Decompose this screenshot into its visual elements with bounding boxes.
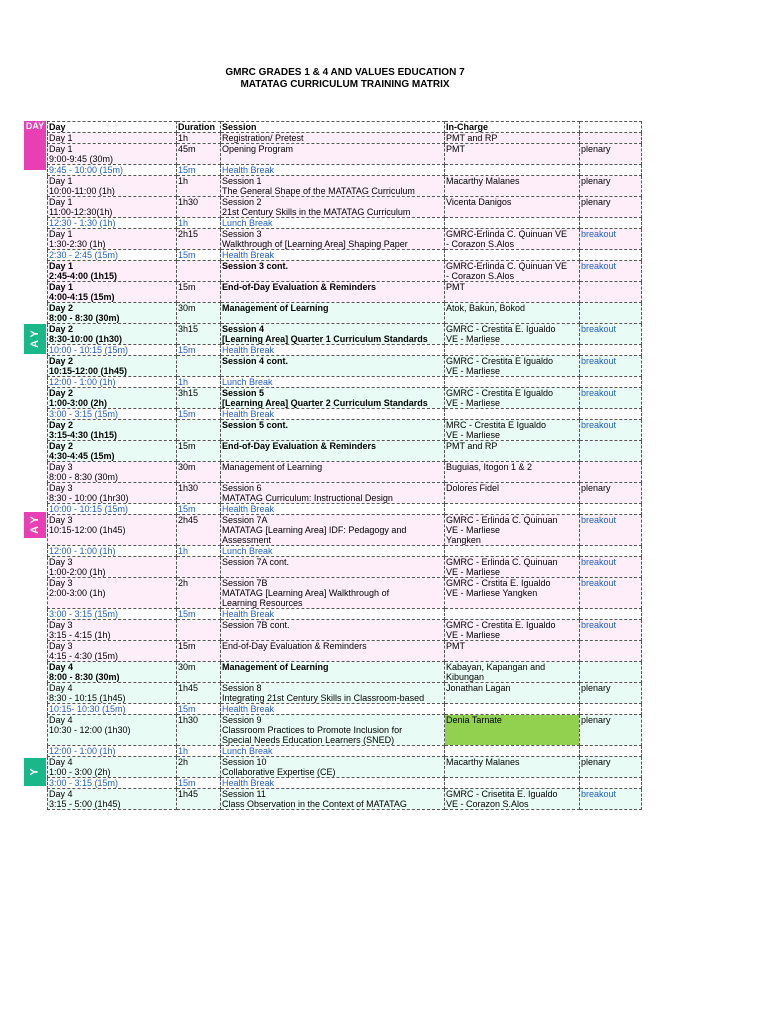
mode-cell: plenary bbox=[580, 483, 642, 504]
duration-cell: 2h bbox=[177, 578, 221, 609]
session-cell: Registration/ Pretest bbox=[221, 133, 445, 144]
session-cell: Health Break bbox=[221, 609, 445, 620]
day-time-cell: Day 2 1:00-3:00 (2h) bbox=[48, 388, 177, 409]
day-time-cell: 2:30 - 2:45 (15m) bbox=[48, 250, 177, 261]
duration-cell: 1h30 bbox=[177, 715, 221, 746]
session-cell: Management of Learning bbox=[221, 462, 445, 483]
in-charge-cell bbox=[445, 546, 580, 557]
mode-cell: breakout bbox=[580, 420, 642, 441]
duration-cell: 15m bbox=[177, 165, 221, 176]
in-charge-cell: Buguias, Itogon 1 & 2 bbox=[445, 462, 580, 483]
session-cell: Lunch Break bbox=[221, 746, 445, 757]
training-matrix-table bbox=[47, 121, 642, 810]
mode-cell: breakout bbox=[580, 388, 642, 409]
in-charge-cell bbox=[445, 377, 580, 388]
session-cell: Lunch Break bbox=[221, 218, 445, 229]
mode-cell bbox=[580, 778, 642, 789]
duration-cell: 15m bbox=[177, 345, 221, 356]
day-time-cell: Day 2 4:30-4:45 (15m) bbox=[48, 441, 177, 462]
day-band-2-label: A Y bbox=[28, 330, 41, 348]
mode-cell bbox=[580, 250, 642, 261]
day-band-3-label: A Y bbox=[28, 516, 41, 534]
duration-cell: 1h bbox=[177, 176, 221, 197]
mode-cell bbox=[580, 546, 642, 557]
mode-cell: breakout bbox=[580, 515, 642, 546]
in-charge-cell: GMRC - Crstita E. Igualdo VE - Marliese Yangken bbox=[445, 578, 580, 609]
session-cell: Session 7B MATATAG [Learning Area] Walkthrough of Learning Resources bbox=[221, 578, 445, 609]
day-band-1-label: DAY bbox=[25, 121, 45, 131]
day-time-cell: Day 2 10:15-12:00 (1h45) bbox=[48, 356, 177, 377]
session-cell: Health Break bbox=[221, 778, 445, 789]
duration-cell: 30m bbox=[177, 462, 221, 483]
day-time-cell: Day 3 8:00 - 8:30 (30m) bbox=[48, 462, 177, 483]
day-time-cell: 10:00 - 10:15 (15m) bbox=[48, 504, 177, 515]
mode-cell bbox=[580, 641, 642, 662]
session-cell: Session 5 [Learning Area] Quarter 2 Curriculum Standards bbox=[221, 388, 445, 409]
mode-cell bbox=[580, 609, 642, 620]
duration-cell: 1h30 bbox=[177, 197, 221, 218]
session-cell: Health Break bbox=[221, 504, 445, 515]
in-charge-cell: GMRC - Erlinda C. Quinuan VE - Marliese bbox=[445, 557, 580, 578]
session-cell: End-of-Day Evaluation & Reminders bbox=[221, 641, 445, 662]
mode-cell: breakout bbox=[580, 620, 642, 641]
duration-cell: 45m bbox=[177, 144, 221, 165]
duration-cell: 15m bbox=[177, 250, 221, 261]
table-row bbox=[48, 683, 642, 704]
mode-cell: breakout bbox=[580, 261, 642, 282]
in-charge-cell: PMT bbox=[445, 282, 580, 303]
session-cell: Session 10 Collaborative Expertise (CE) bbox=[221, 757, 445, 778]
day-time-cell: 9:45 - 10:00 (15m) bbox=[48, 165, 177, 176]
day-time-cell: 3:00 - 3:15 (15m) bbox=[48, 409, 177, 420]
in-charge-cell: PMT bbox=[445, 144, 580, 165]
mode-cell: breakout bbox=[580, 789, 642, 810]
duration-cell bbox=[177, 620, 221, 641]
in-charge-cell: GMRC-Erlinda C. Quinuan VE - Corazon S.Alos bbox=[445, 261, 580, 282]
session-cell: Lunch Break bbox=[221, 377, 445, 388]
mode-cell bbox=[580, 218, 642, 229]
duration-cell: 15m bbox=[177, 504, 221, 515]
in-charge-cell bbox=[445, 409, 580, 420]
mode-cell bbox=[580, 133, 642, 144]
table-row bbox=[48, 261, 642, 282]
duration-cell: 1h bbox=[177, 546, 221, 557]
mode-cell: breakout bbox=[580, 229, 642, 250]
break-row bbox=[48, 704, 642, 715]
break-row bbox=[48, 778, 642, 789]
in-charge-cell bbox=[445, 778, 580, 789]
table-row bbox=[48, 620, 642, 641]
table-row bbox=[48, 757, 642, 778]
table-header-row bbox=[48, 122, 642, 133]
table-row bbox=[48, 324, 642, 345]
session-cell: Session 3 cont. bbox=[221, 261, 445, 282]
mode-cell: plenary bbox=[580, 683, 642, 704]
mode-cell bbox=[580, 345, 642, 356]
in-charge-cell: Jonathan Lagan bbox=[445, 683, 580, 704]
break-row bbox=[48, 746, 642, 757]
session-cell: Session 5 cont. bbox=[221, 420, 445, 441]
day-time-cell: Day 1 10:00-11:00 (1h) bbox=[48, 176, 177, 197]
session-cell: Session 11 Class Observation in the Context of MATATAG bbox=[221, 789, 445, 810]
mode-cell bbox=[580, 662, 642, 683]
table-row bbox=[48, 176, 642, 197]
day-time-cell: Day 3 1:00-2:00 (1h) bbox=[48, 557, 177, 578]
day-time-cell: 12:00 - 1:00 (1h) bbox=[48, 746, 177, 757]
session-cell: Management of Learning bbox=[221, 662, 445, 683]
day-band-2 bbox=[24, 324, 46, 354]
table-row bbox=[48, 662, 642, 683]
mode-cell: plenary bbox=[580, 144, 642, 165]
in-charge-cell: PMT and RP bbox=[445, 441, 580, 462]
break-row bbox=[48, 165, 642, 176]
table-row bbox=[48, 420, 642, 441]
session-cell: Session 4 [Learning Area] Quarter 1 Curriculum Standards bbox=[221, 324, 445, 345]
table-row bbox=[48, 388, 642, 409]
break-row bbox=[48, 409, 642, 420]
day-time-cell: Day 3 8:30 - 10:00 (1hr30) bbox=[48, 483, 177, 504]
header-in-charge: In-Charge bbox=[445, 122, 580, 133]
mode-cell bbox=[580, 462, 642, 483]
header-session: Session bbox=[221, 122, 445, 133]
break-row bbox=[48, 218, 642, 229]
day-time-cell: Day 3 3:15 - 4:15 (1h) bbox=[48, 620, 177, 641]
duration-cell: 2h45 bbox=[177, 515, 221, 546]
session-cell: Health Break bbox=[221, 165, 445, 176]
in-charge-cell: GMRC - Crisetita E. Igualdo VE - Corazon S.Alos bbox=[445, 789, 580, 810]
day-time-cell: 12:00 - 1:00 (1h) bbox=[48, 546, 177, 557]
mode-cell bbox=[580, 504, 642, 515]
mode-cell bbox=[580, 377, 642, 388]
day-time-cell: Day 2 8:00 - 8:30 (30m) bbox=[48, 303, 177, 324]
day-time-cell: Day 2 8:30-10:00 (1h30) bbox=[48, 324, 177, 345]
duration-cell: 30m bbox=[177, 662, 221, 683]
mode-cell: plenary bbox=[580, 176, 642, 197]
session-cell: Session 1 The General Shape of the MATATAG Curriculum bbox=[221, 176, 445, 197]
session-cell: End-of-Day Evaluation & Reminders bbox=[221, 282, 445, 303]
session-cell: Session 4 cont. bbox=[221, 356, 445, 377]
duration-cell: 15m bbox=[177, 641, 221, 662]
in-charge-cell: Atok, Bakun, Bokod bbox=[445, 303, 580, 324]
duration-cell bbox=[177, 557, 221, 578]
in-charge-cell: PMT bbox=[445, 641, 580, 662]
in-charge-cell: GMRC - Crestita E Igualdo VE - Marliese bbox=[445, 356, 580, 377]
in-charge-cell: Kabayan, Kapangan and Kibungan bbox=[445, 662, 580, 683]
break-row bbox=[48, 250, 642, 261]
session-cell: Session 7B cont. bbox=[221, 620, 445, 641]
table-row bbox=[48, 578, 642, 609]
mode-cell bbox=[580, 165, 642, 176]
break-row bbox=[48, 546, 642, 557]
in-charge-cell bbox=[445, 165, 580, 176]
duration-cell: 1h bbox=[177, 218, 221, 229]
session-cell: Session 7A MATATAG [Learning Area] IDF: Pedagogy and Assessment bbox=[221, 515, 445, 546]
day-time-cell: 10:15- 10:30 (15m) bbox=[48, 704, 177, 715]
in-charge-cell: Macarthy Malanes bbox=[445, 757, 580, 778]
header-mode bbox=[580, 122, 642, 133]
header-day: Day bbox=[48, 122, 177, 133]
day-time-cell: Day 1 9:00-9:45 (30m) bbox=[48, 144, 177, 165]
in-charge-cell: Macarthy Malanes bbox=[445, 176, 580, 197]
document-title-line1: GMRC GRADES 1 & 4 AND VALUES EDUCATION 7 bbox=[225, 67, 465, 78]
break-row bbox=[48, 345, 642, 356]
day-time-cell: 12:30 - 1:30 (1h) bbox=[48, 218, 177, 229]
session-cell: End-of-Day Evaluation & Reminders bbox=[221, 441, 445, 462]
mode-cell: breakout bbox=[580, 324, 642, 345]
mode-cell: breakout bbox=[580, 578, 642, 609]
mode-cell: breakout bbox=[580, 356, 642, 377]
day-time-cell: Day 1 11:00-12:30(1h) bbox=[48, 197, 177, 218]
table-row bbox=[48, 282, 642, 303]
duration-cell: 15m bbox=[177, 609, 221, 620]
table-row bbox=[48, 789, 642, 810]
in-charge-cell bbox=[445, 250, 580, 261]
mode-cell: plenary bbox=[580, 197, 642, 218]
session-cell: Session 3 Walkthrough of [Learning Area] Shaping Paper bbox=[221, 229, 445, 250]
duration-cell: 3h15 bbox=[177, 388, 221, 409]
table-row bbox=[48, 356, 642, 377]
duration-cell: 1h45 bbox=[177, 789, 221, 810]
in-charge-cell: GMRC-Erlinda C. Quinuan VE - Corazon S.Alos bbox=[445, 229, 580, 250]
session-cell: Session 7A cont. bbox=[221, 557, 445, 578]
in-charge-cell bbox=[445, 704, 580, 715]
table-row bbox=[48, 229, 642, 250]
in-charge-cell: GMRC - Crestita E. Igualdo VE - Marliese bbox=[445, 620, 580, 641]
duration-cell: 15m bbox=[177, 409, 221, 420]
table-row bbox=[48, 197, 642, 218]
in-charge-cell bbox=[445, 504, 580, 515]
day-time-cell: Day 3 4:15 - 4:30 (15m) bbox=[48, 641, 177, 662]
day-time-cell: Day 4 10:30 - 12:00 (1h30) bbox=[48, 715, 177, 746]
header-duration: Duration bbox=[177, 122, 221, 133]
day-band-1 bbox=[24, 121, 46, 170]
day-time-cell: 3:00 - 3:15 (15m) bbox=[48, 778, 177, 789]
document-title-line2: MATATAG CURRICULUM TRAINING MATRIX bbox=[240, 79, 450, 90]
day-time-cell: Day 1 4:00-4:15 (15m) bbox=[48, 282, 177, 303]
session-cell: Health Break bbox=[221, 345, 445, 356]
duration-cell: 3h15 bbox=[177, 324, 221, 345]
duration-cell: 1h bbox=[177, 746, 221, 757]
duration-cell: 1h45 bbox=[177, 683, 221, 704]
day-time-cell: Day 1 bbox=[48, 133, 177, 144]
mode-cell bbox=[580, 704, 642, 715]
table-row bbox=[48, 441, 642, 462]
in-charge-cell bbox=[445, 345, 580, 356]
in-charge-cell: GMRC - Crestita E Igualdo VE - Marliese bbox=[445, 388, 580, 409]
session-cell: Session 9 Classroom Practices to Promote Inclusion for Special Needs Education Learners (SNED) bbox=[221, 715, 445, 746]
mode-cell bbox=[580, 746, 642, 757]
in-charge-cell bbox=[445, 218, 580, 229]
session-cell: Session 6 MATATAG Curriculum: Instructional Design bbox=[221, 483, 445, 504]
day-time-cell: Day 4 1:00 - 3:00 (2h) bbox=[48, 757, 177, 778]
duration-cell bbox=[177, 356, 221, 377]
table-row bbox=[48, 715, 642, 746]
in-charge-cell: PMT and RP bbox=[445, 133, 580, 144]
duration-cell: 15m bbox=[177, 282, 221, 303]
session-cell: Session 2 21st Century Skills in the MATATAG Curriculum bbox=[221, 197, 445, 218]
session-cell: Opening Program bbox=[221, 144, 445, 165]
table-row bbox=[48, 303, 642, 324]
session-cell: Health Break bbox=[221, 704, 445, 715]
session-cell: Health Break bbox=[221, 409, 445, 420]
day-time-cell: Day 1 1:30-2:30 (1h) bbox=[48, 229, 177, 250]
day-band-3 bbox=[24, 512, 46, 538]
in-charge-cell: Dolores Fidel bbox=[445, 483, 580, 504]
table-row bbox=[48, 144, 642, 165]
day-time-cell: Day 3 2:00-3:00 (1h) bbox=[48, 578, 177, 609]
mode-cell: plenary bbox=[580, 757, 642, 778]
duration-cell: 15m bbox=[177, 441, 221, 462]
table-row bbox=[48, 483, 642, 504]
in-charge-cell: GMRC - Crestita E. Igualdo VE - Marliese bbox=[445, 324, 580, 345]
day-time-cell: Day 4 3:15 - 5:00 (1h45) bbox=[48, 789, 177, 810]
day-time-cell: Day 2 3:15-4:30 (1h15) bbox=[48, 420, 177, 441]
duration-cell: 1h bbox=[177, 133, 221, 144]
session-cell: Management of Learning bbox=[221, 303, 445, 324]
duration-cell: 2h bbox=[177, 757, 221, 778]
duration-cell: 1h30 bbox=[177, 483, 221, 504]
break-row bbox=[48, 609, 642, 620]
day-time-cell: 12:00 - 1:00 (1h) bbox=[48, 377, 177, 388]
table-row bbox=[48, 462, 642, 483]
break-row bbox=[48, 504, 642, 515]
in-charge-cell: MRC - Crestita E Igualdo VE - Marliese bbox=[445, 420, 580, 441]
day-time-cell: Day 4 8:00 - 8:30 (30m) bbox=[48, 662, 177, 683]
in-charge-cell: GMRC - Erlinda C. Quinuan VE - Marliese Yangken bbox=[445, 515, 580, 546]
table-row bbox=[48, 515, 642, 546]
day-band-4 bbox=[24, 758, 46, 786]
mode-cell bbox=[580, 409, 642, 420]
duration-cell: 1h bbox=[177, 377, 221, 388]
in-charge-cell bbox=[445, 609, 580, 620]
table-row bbox=[48, 557, 642, 578]
day-time-cell: 3:00 - 3:15 (15m) bbox=[48, 609, 177, 620]
mode-cell: breakout bbox=[580, 557, 642, 578]
day-time-cell: Day 4 8:30 - 10:15 (1h45) bbox=[48, 683, 177, 704]
table-row bbox=[48, 641, 642, 662]
mode-cell bbox=[580, 282, 642, 303]
duration-cell: 15m bbox=[177, 704, 221, 715]
session-cell: Lunch Break bbox=[221, 546, 445, 557]
day-time-cell: 10:00 - 10:15 (15m) bbox=[48, 345, 177, 356]
duration-cell: 30m bbox=[177, 303, 221, 324]
duration-cell bbox=[177, 261, 221, 282]
mode-cell bbox=[580, 303, 642, 324]
mode-cell: plenary bbox=[580, 715, 642, 746]
in-charge-cell: Denia Tarnate bbox=[445, 715, 580, 746]
session-cell: Session 8 Integrating 21st Century Skills in Classroom-based bbox=[221, 683, 445, 704]
table-row bbox=[48, 133, 642, 144]
duration-cell: 2h15 bbox=[177, 229, 221, 250]
session-cell: Health Break bbox=[221, 250, 445, 261]
mode-cell bbox=[580, 441, 642, 462]
in-charge-cell bbox=[445, 746, 580, 757]
day-band-4-label: Y bbox=[29, 768, 41, 776]
day-time-cell: Day 3 10:15-12:00 (1h45) bbox=[48, 515, 177, 546]
duration-cell bbox=[177, 420, 221, 441]
day-time-cell: Day 1 2:45-4:00 (1h15) bbox=[48, 261, 177, 282]
duration-cell: 15m bbox=[177, 778, 221, 789]
in-charge-cell: Vicenta Danigos bbox=[445, 197, 580, 218]
break-row bbox=[48, 377, 642, 388]
